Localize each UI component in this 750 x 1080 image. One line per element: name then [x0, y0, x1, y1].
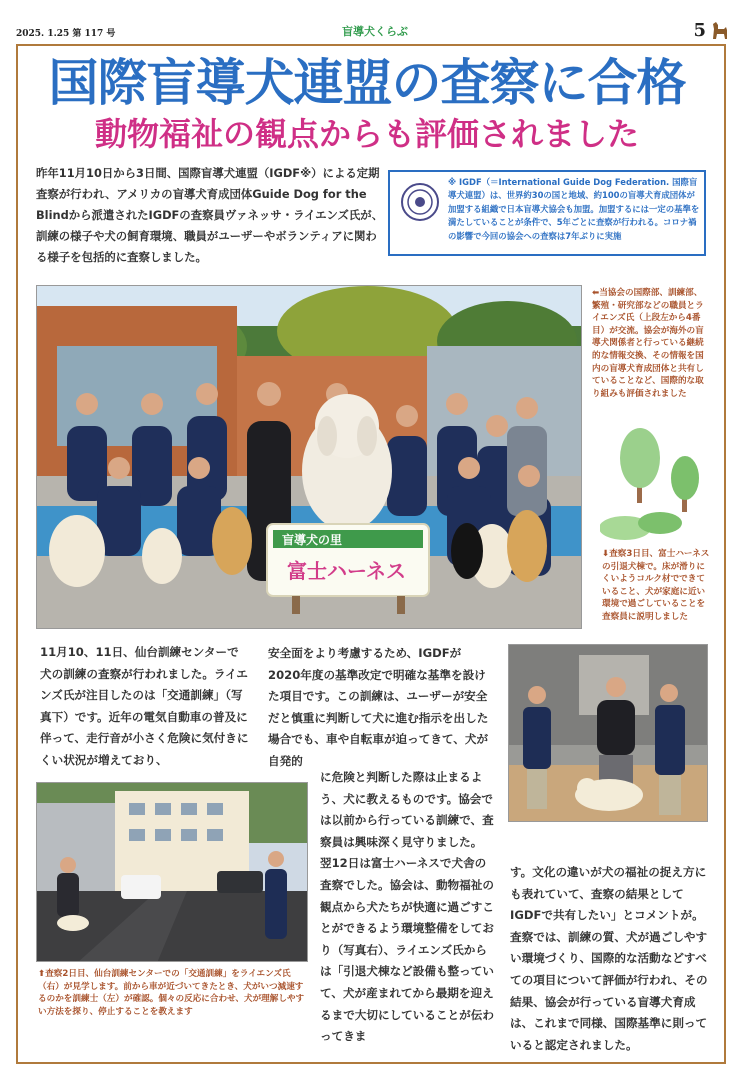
page-number: 5 — [693, 20, 706, 41]
masthead-title: 盲導犬くらぶ — [342, 25, 408, 38]
sign-line-1: 盲導犬の里 — [282, 533, 343, 547]
lead-paragraph: 昨年11月10日から3日間、国際盲導犬連盟（IGDF※）による定期査察が行われ、アメリカの盲導犬育成団体Guide Dog for the Blindから派遣されたIGDFの査察員ヴァネッサ・ライエンズ氏が、訓練の様子や犬の飼育環境、職員がユーザーやボランティアに関わる様子を包括的に査察しました。 — [36, 166, 384, 264]
igdf-logo-icon — [400, 182, 440, 222]
caption-retired-dog-building: ⬇査察3日目、富士ハーネスの引退犬棟で。床が滑りにくいようコルク材でできていること、犬が家庭に近い環境で過ごしていることを査察員に説明しました — [602, 549, 710, 622]
headline: 国際盲導犬連盟の査察に合格 — [48, 54, 686, 112]
igdf-note-box — [388, 170, 706, 256]
subheadline: 動物福祉の観点からも評価されました — [94, 115, 639, 153]
caption-traffic-training: ⬆査察2日目、仙台訓練センターでの「交通訓練」をライエンズ氏（右）が見学します。前から車が近づいてきたとき、犬がいつ減速するのかを訓練士（左）が確認。個々の反応に合わせ、犬が理解しやすい方法を探り、停止することを教えます — [38, 969, 305, 1017]
traffic-training-photo — [36, 782, 308, 962]
group-photo — [36, 285, 582, 629]
caption-group-photo: ⬅当協会の国際部、訓練部、繁殖・研究部などの職員とライエンズ氏（上段左から4番目）が交流。協会が海外の盲導犬関係者と行っている継続的な情報交換、その情報を国内の盲導犬育成団体と共有していることなど、国際的な取り組みも評価されました — [592, 288, 704, 399]
page-header — [16, 20, 734, 42]
retired-dog-room-photo — [508, 644, 708, 822]
tree-illustration-icon — [600, 428, 710, 540]
body-column-3: す。文化の違いが犬の福祉の捉え方にも表れていて、査察の結果としてIGDFで共有したい」とコメントが。 査察では、訓練の質、犬が過ごしやすい環境づくり、国際的な活動などすべての項目について評価が行われ、その結果、協会が行っている盲導犬育成は、これまで同様、国際基準に則っていると認定されました。 — [510, 865, 710, 1052]
igdf-note-text: ※ IGDF（＝International Guide Dog Federation. 国際盲導犬連盟）は、世界約30の国と地域、約100の盲導犬育成団体が加盟する組織で日本盲導犬協会も加盟。加盟するには一定の基準を満たしていることが条件で、5年ごとに査察が行われる。コロナ禍の影響で今回の協会への査察は7年ぶりに実施 — [448, 177, 700, 241]
sign-line-2: 富士ハーネス — [287, 559, 406, 583]
issue-date: 2025. 1.25 第 117 号 — [16, 29, 116, 39]
dog-silhouette-icon — [710, 20, 730, 40]
body-column-1: 11月10、11日、仙台訓練センターで犬の訓練の査察が行われました。ライエンズ氏が注目したのは「交通訓練」（写真下）です。近年の電気自動車の普及に伴って、走行音が小さく危険に気付きにくい状況が増えており、 — [40, 645, 249, 767]
body-column-2-bottom: に危険と判断した際は止まるよう、犬に教えるものです。協会では以前から行っている訓練で、査察員は興味深く見守りました。 翌12日は富士ハーネスで犬舎の査察でした。協会は、動物福祉の観点から犬たちが快適に過ごすことができるよう環境整備をしており（写真右）、ライエンズ氏からは「引退犬棟など設備も整っていて、犬が産まれてから最期を迎えるまで大切にしていることが伝わってきま — [320, 770, 494, 1044]
body-column-2-top: 安全面をより考慮するため、IGDFが2020年度の基準改定で明確な基準を設けた項目です。この訓練は、ユーザーが安全だと慎重に判断して犬に進む指示を出した場合でも、車や自転車が迫ってきて、犬が自発的 — [268, 646, 489, 768]
